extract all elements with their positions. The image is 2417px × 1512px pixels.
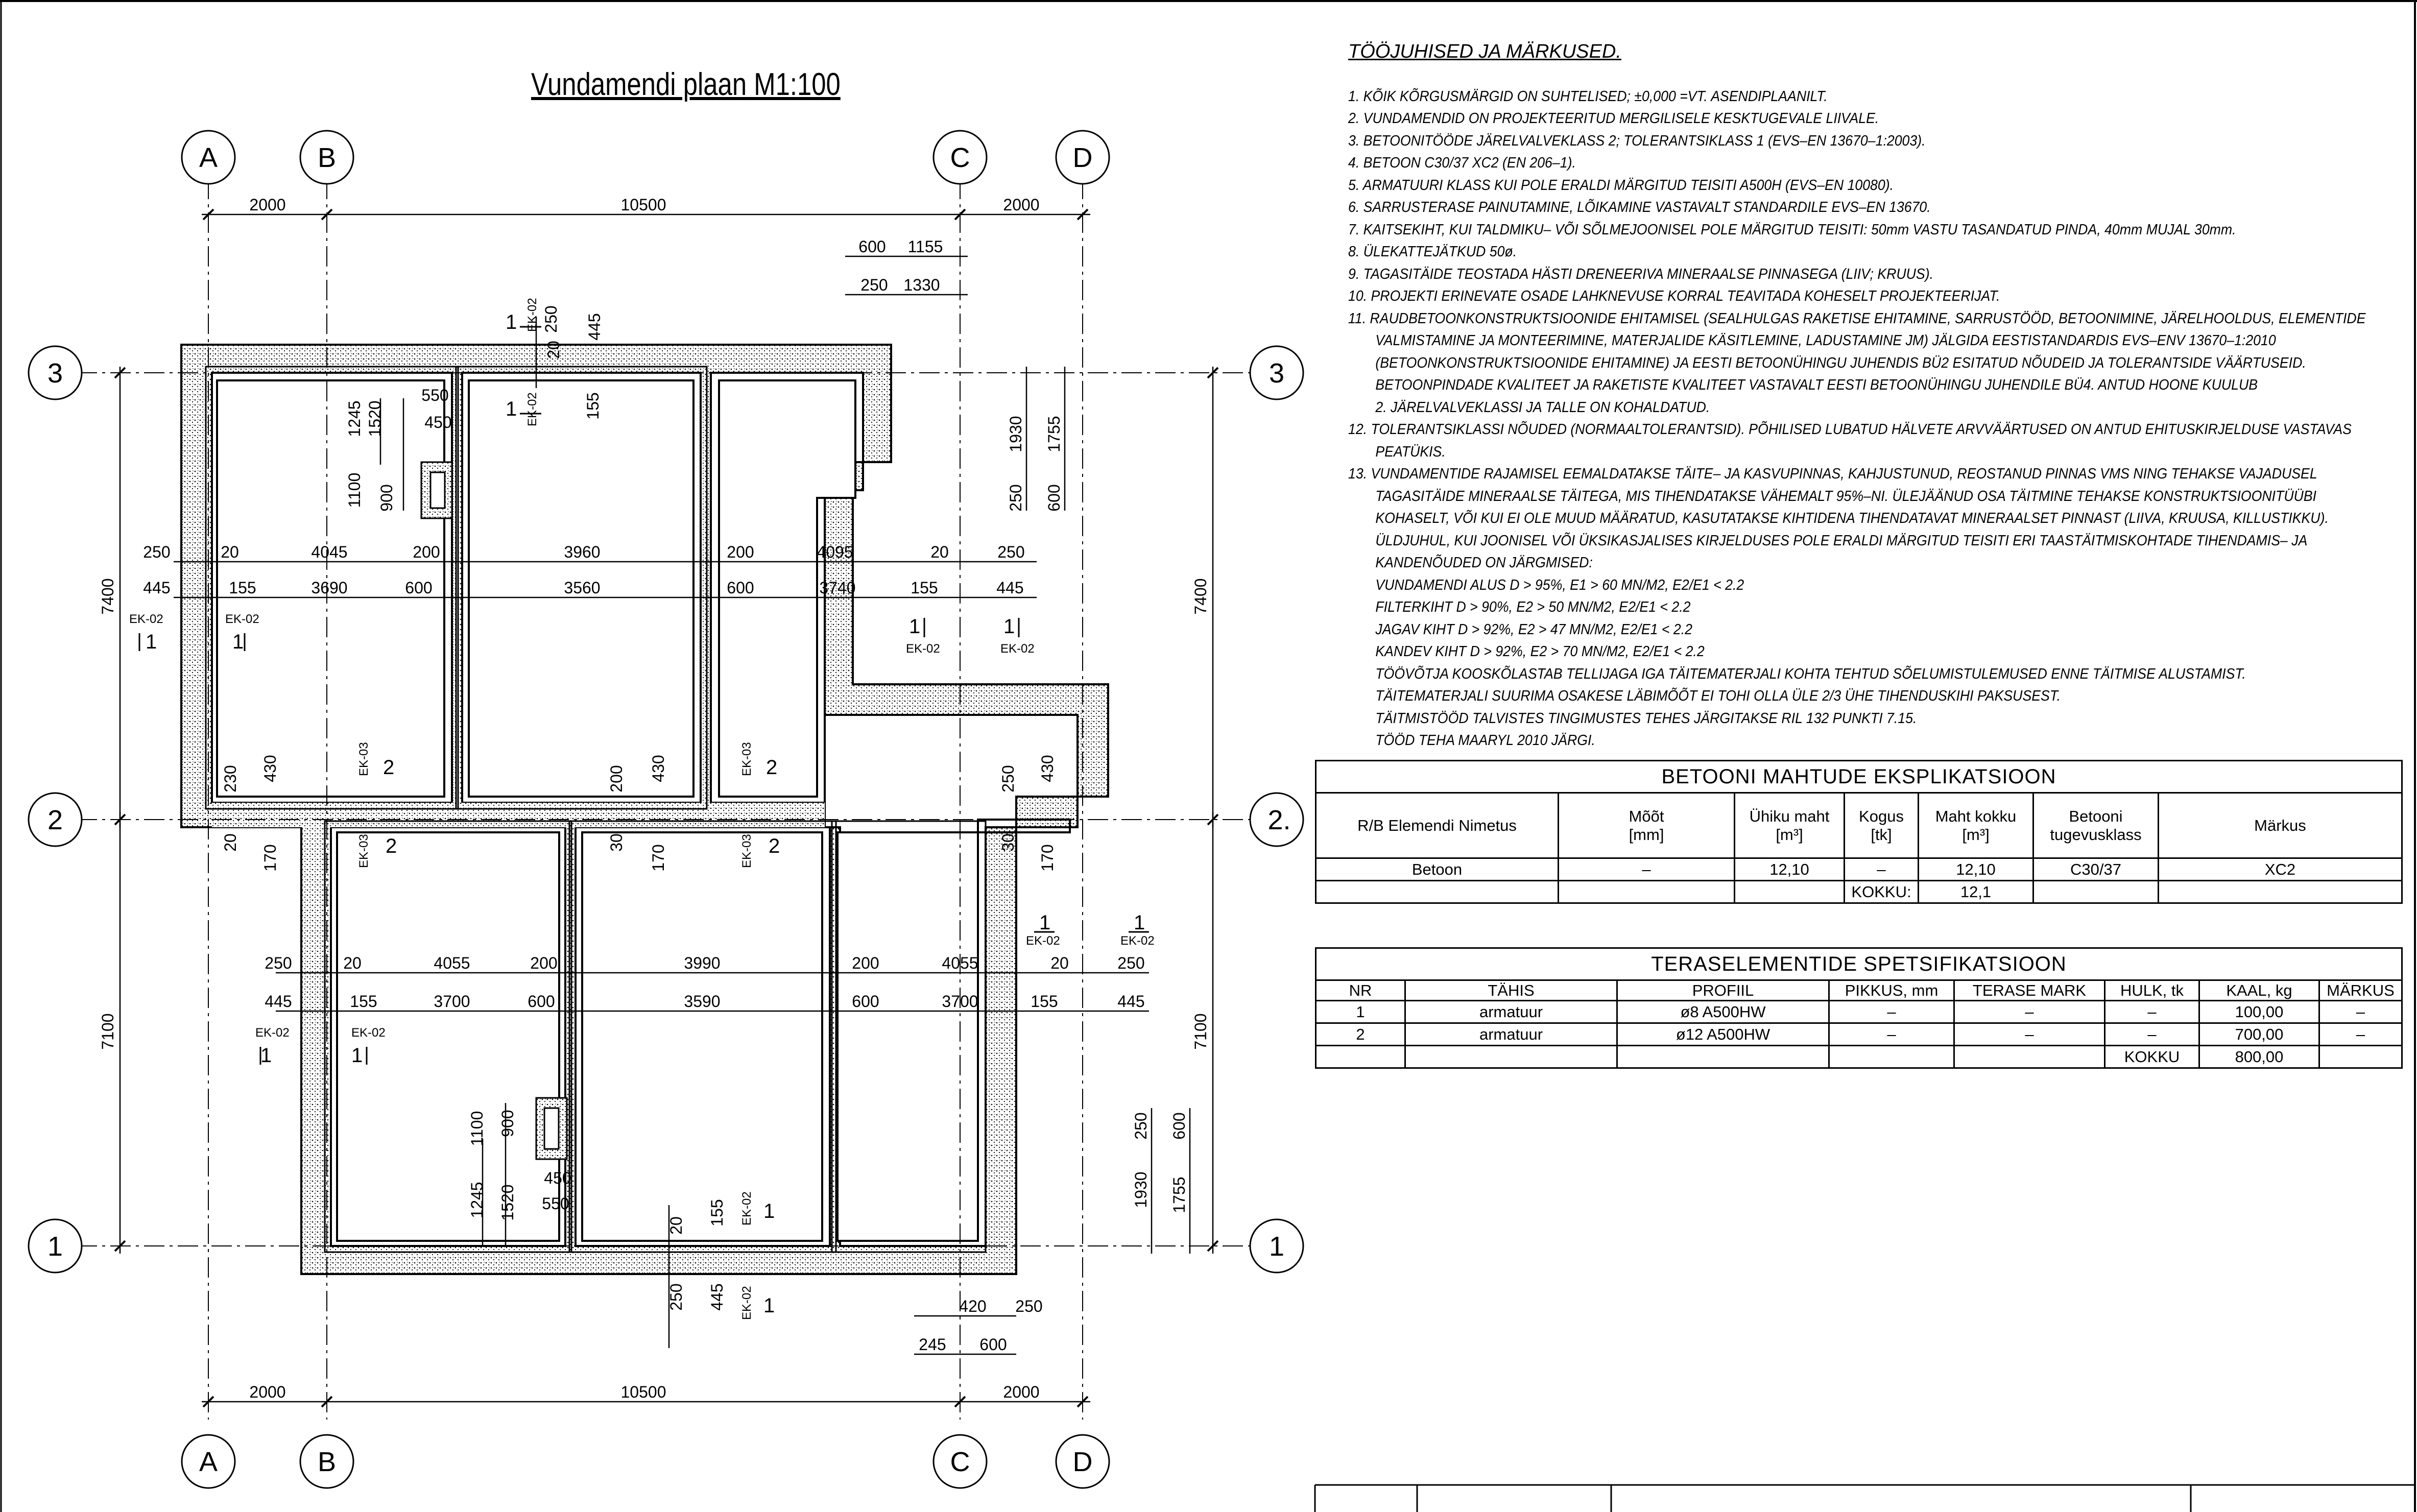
dim-ur1-7: 20 (930, 543, 949, 561)
section-marker (129, 612, 163, 653)
svg-text:1: 1 (1039, 911, 1051, 934)
table-row (1316, 858, 2402, 881)
svg-text:EK-03: EK-03 (357, 742, 371, 776)
dim-lr2-5: 600 (852, 992, 879, 1011)
dim-tl-900: 900 (377, 484, 396, 512)
sum-label: KOKKU (2105, 1046, 2199, 1068)
note-line: JAGAV KIHT D > 92%, E2 > 47 MN/M2, E2/E1 < 2.2 (1375, 621, 1692, 638)
dim-m-30b: 30 (999, 833, 1017, 852)
dim-b-600: 600 (979, 1335, 1007, 1354)
cell-size: – (1559, 858, 1735, 881)
svg-text:EK-02: EK-02 (1000, 642, 1035, 656)
dim-m-200: 200 (607, 765, 626, 793)
note-line: TÖÖVÕTJA KOOSKÕLASTAB TELLIJAGA IGA TÄITEMATERJALI KOHTA TEHTUD SÕELUMISTULEMUSED ENNE TÄITMISE ALUSTAMIST. (1375, 665, 2246, 682)
dim-ur1-5: 200 (727, 543, 754, 561)
cell-total-volume: 12,10 (1919, 858, 2033, 881)
concrete-table-title: BETOONI MAHTUDE EKSPLIKATSIOON (1316, 761, 2402, 793)
dim-top-c-d: 2000 (1003, 196, 1040, 214)
dim-lr1-7: 20 (1050, 954, 1069, 972)
dim-m-30a: 30 (607, 833, 626, 852)
note-line: VALMISTAMINE JA MONTEERIMINE, MATERJALIDE KÄSITLEMINE, LADUSTAMINE JM) JÄLGIDA EESTISTANDARDIS EVS–ENV 13670–1:2010 (1375, 332, 2276, 349)
dim-c1-600: 600 (858, 237, 886, 256)
col-header-note: Märkus (2159, 793, 2402, 858)
svg-text:EK-02: EK-02 (129, 612, 163, 626)
note-line: 3. BETOONITÖÖDE JÄRELVALVEKLASS 2; TOLERANTSIKLASS 1 (EVS–EN 13670–1:2003). (1348, 132, 1926, 149)
note-line: 7. KAITSEKIHT, KUI TALDMIKU– VÕI SÕLMEJOONISEL POLE MÄRGITUD TEISITI: 50mm VASTU TASANDATUD PINDA, 40mm MUJAL 30mm. (1348, 221, 2236, 238)
dim-ur2-5: 600 (727, 579, 754, 597)
grid-label-1-right: 1 (1269, 1231, 1285, 1262)
section-marker (1000, 615, 1035, 656)
note-line: FILTERKIHT D > 90%, E2 > 50 MN/M2, E2/E1 < 2.2 (1375, 599, 1691, 615)
grid-label-2-right: 2. (1267, 805, 1291, 835)
dim-r1-1755: 1755 (1170, 1177, 1188, 1213)
dim-right-2-1: 7100 (1191, 1013, 1210, 1050)
col-header-quantity: Kogus [tk] (1845, 793, 1919, 858)
col-header-steel-grade: TERASE MARK (1954, 980, 2105, 1001)
dim-lr2-2: 3700 (434, 992, 470, 1011)
steel-spec-table (1315, 947, 2403, 1069)
grid-label-b-bottom: B (317, 1447, 337, 1477)
dim-lr1-3: 200 (530, 954, 558, 972)
dim-b-420: 420 (959, 1297, 987, 1315)
col-header-name: R/B Elemendi Nimetus (1316, 793, 1559, 858)
dim-r3-600: 600 (1045, 484, 1063, 512)
table-row: 2 armatuur ø12 A500HW – – – 700,00 – (1316, 1023, 2402, 1046)
svg-text:1: 1 (763, 1294, 775, 1317)
note-line: 2. JÄRELVALVEKLASSI JA TALLE ON KOHALDATUD. (1375, 399, 1710, 416)
cell-strength-class: C30/37 (2033, 858, 2159, 881)
dim-lr1-5: 200 (852, 954, 879, 972)
dim-ur1-8: 250 (997, 543, 1025, 561)
svg-text:1: 1 (909, 615, 921, 638)
svg-text:1: 1 (260, 1044, 272, 1067)
svg-text:1: 1 (1134, 911, 1145, 934)
col-header-profile: PROFIIL (1617, 980, 1829, 1001)
dim-m-430c: 430 (1038, 755, 1057, 782)
dim-bot-c-d: 2000 (1003, 1383, 1040, 1401)
dim-b-250: 250 (1015, 1297, 1043, 1315)
dim-r1-1930: 1930 (1132, 1171, 1150, 1208)
grid-label-c-top: C (950, 142, 970, 173)
dim-tl-1245: 1245 (345, 400, 364, 437)
section-marker (906, 615, 940, 656)
dim-ur2-4: 3560 (564, 579, 601, 597)
dim-r1-600: 600 (1170, 1112, 1188, 1140)
sum-value: 12,1 (1919, 881, 2033, 903)
grid-label-a-top: A (199, 142, 218, 173)
dim-left-2-1: 7100 (99, 1013, 117, 1050)
svg-text:EK-02: EK-02 (525, 392, 539, 426)
note-line: 6. SARRUSTERASE PAINUTAMINE, LÕIKAMINE VASTAVALT STANDARDILE EVS–EN 13670. (1348, 199, 1931, 215)
section-marker (506, 298, 541, 333)
dim-lr1-6: 4055 (942, 954, 978, 972)
note-line: 4. BETOON C30/37 XC2 (EN 206–1). (1348, 155, 1576, 171)
steel-table-title: TERASELEMENTIDE SPETSIFIKATSIOON (1316, 948, 2402, 980)
svg-text:EK-02: EK-02 (255, 1026, 290, 1040)
dim-ur1-2: 4045 (311, 543, 348, 561)
dim-tm-250: 250 (542, 305, 560, 333)
svg-text:2: 2 (769, 835, 780, 857)
svg-text:1: 1 (763, 1200, 775, 1222)
dim-right-3-2: 7400 (1191, 578, 1210, 615)
grid-label-d-top: D (1072, 142, 1093, 173)
col-header-weight: KAAL, kg (2199, 980, 2319, 1001)
dim-ur2-7: 155 (911, 579, 938, 597)
dim-m-20a: 20 (221, 833, 240, 852)
svg-text:EK-02: EK-02 (906, 642, 940, 656)
svg-text:EK-02: EK-02 (1120, 934, 1155, 948)
svg-text:EK-03: EK-03 (357, 834, 371, 868)
grid-label-b-top: B (317, 142, 337, 173)
dim-bm-445: 445 (708, 1283, 726, 1311)
svg-text:EK-02: EK-02 (225, 612, 259, 626)
dim-r3-1755: 1755 (1045, 416, 1063, 452)
work-notes (1348, 41, 2395, 752)
note-line: 9. TAGASITÄIDE TEOSTADA HÄSTI DRENEERIVA MINERAALSE PINNASEGA (LIIV; KRUUS). (1348, 266, 1934, 282)
dim-ur2-2: 3690 (311, 579, 348, 597)
col-header-unit-volume: Ühiku maht [m³] (1735, 793, 1845, 858)
svg-text:EK-02: EK-02 (740, 1286, 754, 1320)
note-line: TÄITMISTÖÖD TALVISTES TINGIMUSTES TEHES JÄRGITAKSE RIL 132 PUNKTI 7.15. (1375, 710, 1917, 727)
dim-bl-1245: 1245 (468, 1182, 486, 1218)
col-header-size: Mõõt [mm] (1559, 793, 1735, 858)
col-header-nr: NR (1316, 980, 1405, 1001)
note-line: 8. ÜLEKATTEJÄTKUD 50ø. (1348, 244, 1517, 260)
dim-ur1-4: 3960 (564, 543, 601, 561)
cell-note: XC2 (2159, 858, 2402, 881)
note-line: 5. ARMATUURI KLASS KUI POLE ERALDI MÄRGITUD TEISITI A500H (EVS–EN 10080). (1348, 177, 1894, 194)
dim-bot-a-b: 2000 (249, 1383, 286, 1401)
note-line: ÜLDJUHUL, KUI JOONISEL VÕI ÜKSIKASJALISES KIRJELDUSES POLE ERALDI MÄRGITUD TEISITI ERI TAASTÄITMISKOHTADE TIHENDAMIS– JA (1375, 532, 2308, 549)
note-line: BETOONPINDADE KVALITEET JA RAKETISTE KVALITEET VASTAVALT EESTI BETOONÜHINGU JUHENDILE BÜ4. ANTUD HOONE KUULUB (1375, 377, 2258, 393)
dim-bl-550: 550 (542, 1194, 569, 1213)
col-header-count: HULK, tk (2105, 980, 2199, 1001)
col-header-remark: MÄRKUS (2319, 980, 2402, 1001)
svg-text:2: 2 (383, 756, 395, 779)
dim-bl-1100: 1100 (468, 1111, 486, 1146)
dim-ur1-6: 4095 (817, 543, 853, 561)
section-marker (1120, 911, 1155, 948)
dim-ur1-3: 200 (413, 543, 440, 561)
section-marker (255, 1026, 290, 1067)
svg-text:1: 1 (146, 631, 157, 653)
note-line: 2. VUNDAMENDID ON PROJEKTEERITUD MERGILISELE KESKTUGEVALE LIIVALE. (1348, 110, 1879, 127)
dim-lr1-0: 250 (265, 954, 292, 972)
dim-r3-250: 250 (1007, 484, 1025, 512)
dim-left-3-2: 7400 (99, 578, 117, 615)
dim-tm-155: 155 (584, 392, 602, 420)
dim-ur1-1: 20 (221, 543, 239, 561)
dim-tl-1100: 1100 (345, 472, 364, 508)
section-marker (740, 1286, 775, 1320)
note-line: 12. TOLERANTSIKLASSI NÕUDED (NORMAALTOLERANTSID). PÕHILISED LUBATUD HÄLVETE ARVVÄÄRTUSED ON ANTUD EHITUSKIRJELDUSE VASTAVAS (1348, 421, 2352, 438)
dim-bot-b-c: 10500 (620, 1383, 666, 1401)
dim-m-170c: 170 (1038, 844, 1057, 872)
svg-text:EK-02: EK-02 (351, 1026, 386, 1040)
svg-text:EK-03: EK-03 (740, 742, 754, 776)
grid-label-d-bottom: D (1072, 1447, 1093, 1477)
dim-b-245: 245 (919, 1335, 946, 1354)
note-line: TAGASITÄIDE MINERAALSE TÄITEGA, MIS TIHENDATAKSE VÄHEMALT 95%–NI. ÜLEJÄÄNUD OSA TÄITMINE TEHAKSE KONSTRUKTSIOONITÜÜBI (1375, 488, 2317, 505)
dim-bl-450: 450 (544, 1169, 571, 1187)
dim-lr2-6: 3700 (942, 992, 978, 1011)
dim-bl-900: 900 (498, 1110, 517, 1137)
dim-ur2-6: 3740 (819, 579, 856, 597)
dim-lr2-1: 155 (350, 992, 377, 1011)
sum-value: 800,00 (2199, 1046, 2319, 1068)
dim-c1-1155: 1155 (907, 237, 943, 256)
title-block (1315, 1485, 2415, 1512)
dim-top-a-b: 2000 (249, 196, 286, 214)
notes-title: TÖÖJUHISED JA MÄRKUSED. (1348, 41, 1621, 62)
dim-c2-250: 250 (860, 276, 888, 294)
dim-lr1-1: 20 (343, 954, 362, 972)
dim-tl-450: 450 (424, 413, 452, 431)
col-header-code: TÄHIS (1405, 980, 1617, 1001)
svg-text:1: 1 (1003, 615, 1015, 638)
dim-m-230: 230 (221, 765, 240, 793)
dim-m-430b: 430 (649, 755, 667, 782)
dim-r1-250: 250 (1132, 1112, 1150, 1140)
table-row: 1 armatuur ø8 A500HW – – – 100,00 – (1316, 1001, 2402, 1023)
note-line: 13. VUNDAMENTIDE RAJAMISEL EEMALDATAKSE TÄITE– JA KASVUPINNAS, KAHJUSTUNUD, REOSTANUD PINNAS VMS NING TEHAKSE VAJADUSEL (1348, 466, 2317, 482)
dim-tl-1520: 1520 (366, 400, 384, 437)
svg-text:EK-02: EK-02 (1026, 934, 1060, 948)
dim-lr2-3: 600 (528, 992, 555, 1011)
col-header-total-volume: Maht kokku [m³] (1919, 793, 2033, 858)
dim-lr1-2: 4055 (434, 954, 470, 972)
dim-ur2-8: 445 (996, 579, 1024, 597)
dim-lr2-0: 445 (265, 992, 292, 1011)
dim-m-430a: 430 (261, 755, 279, 782)
dim-tm-20: 20 (544, 341, 563, 359)
dim-m-170a: 170 (261, 844, 279, 872)
svg-text:1: 1 (506, 311, 517, 333)
note-line: KANDENÕUDED ON JÄRGMISED: (1375, 555, 1593, 571)
dim-lr1-4: 3990 (684, 954, 721, 972)
table-sum-row (1316, 881, 2402, 903)
plan-title: Vundamendi plaan M1:100 (531, 67, 841, 102)
note-line: KANDEV KIHT D > 92%, E2 > 70 MN/M2, E2/E1 < 2.2 (1375, 643, 1705, 660)
dim-lr2-8: 445 (1117, 992, 1145, 1011)
grid-label-1-left: 1 (47, 1231, 63, 1262)
svg-text:1: 1 (351, 1044, 363, 1067)
concrete-volume-table (1315, 760, 2403, 904)
grid-label-c-bottom: C (950, 1447, 970, 1477)
dim-lr1-8: 250 (1117, 954, 1145, 972)
dim-top-b-c: 10500 (620, 196, 666, 214)
dim-m-250: 250 (999, 765, 1017, 793)
dim-tm-445: 445 (585, 313, 604, 341)
svg-text:1: 1 (232, 631, 244, 653)
dim-ur2-3: 600 (405, 579, 433, 597)
table-sum-row (1316, 1046, 2402, 1068)
note-line: TÄITEMATERJALI SUURIMA OSAKESE LÄBIMÕÕT EI TOHI OLLA ÜLE 2/3 ÜHE TIHENDUSKIHI PAKSUSEST. (1375, 688, 2061, 704)
dim-tl-550: 550 (421, 386, 449, 404)
svg-text:EK-03: EK-03 (740, 834, 754, 868)
section-marker (1026, 911, 1060, 948)
dim-lr2-4: 3590 (684, 992, 721, 1011)
col-header-strength-class: Betooni tugevusklass (2033, 793, 2159, 858)
dim-bm-250: 250 (667, 1283, 685, 1311)
dim-ur2-1: 155 (229, 579, 256, 597)
dim-c2-1330: 1330 (903, 276, 940, 294)
cell-unit-volume: 12,10 (1735, 858, 1845, 881)
grid-label-3-right: 3 (1269, 358, 1285, 389)
dim-r3-1930: 1930 (1007, 416, 1025, 452)
grid-label-2-left: 2 (47, 805, 63, 835)
note-line: VUNDAMENDI ALUS D > 95%, E1 > 60 MN/M2, E2/E1 < 2.2 (1375, 577, 1744, 593)
grid-label-3-left: 3 (47, 358, 63, 389)
grid-label-a-bottom: A (199, 1447, 218, 1477)
dim-bm-155: 155 (708, 1199, 726, 1227)
note-line: TÖÖD TEHA MAARYL 2010 JÄRGI. (1375, 732, 1595, 749)
note-line: 1. KÕIK KÕRGUSMÄRGID ON SUHTELISED; ±0,000 =VT. ASENDIPLAANILT. (1348, 88, 1828, 105)
dim-ur2-0: 445 (143, 579, 171, 597)
dim-bm-20: 20 (667, 1216, 685, 1235)
svg-text:1: 1 (506, 398, 517, 420)
note-line: KOHASELT, VÕI KUI EI OLE MUUD MÄÄRATUD, KASUTATAKSE KIHTIDENA TIHENDATAVAT MINERAALSET PINNAST (LIIVA, KRUUSA, KILLUSTIKKU). (1375, 510, 2329, 526)
note-line: PEATÜKIS. (1375, 443, 1446, 460)
cell-name: Betoon (1316, 858, 1559, 881)
dim-bl-1520: 1520 (498, 1184, 517, 1221)
cell-quantity: – (1845, 858, 1919, 881)
sum-label: KOKKU: (1845, 881, 1919, 903)
dim-ur1-0: 250 (143, 543, 171, 561)
note-line: 10. PROJEKTI ERINEVATE OSADE LAHKNEVUSE KORRAL TEAVITADA KOHESELT PROJEKTEERIJAT. (1348, 288, 2000, 304)
svg-text:2: 2 (386, 835, 397, 857)
note-line: 11. RAUDBETOONKONSTRUKTSIOONIDE EHITAMISEL (SEALHULGAS RAKETISE EHITAMINE, SARRUSTÖÖD, BETOONIMINE, JÄRELHOOLDUS, ELEMENTIDE (1348, 310, 2366, 327)
svg-text:EK-02: EK-02 (740, 1191, 754, 1226)
dim-m-170b: 170 (649, 844, 667, 872)
dim-lr2-7: 155 (1031, 992, 1058, 1011)
svg-text:EK-02: EK-02 (525, 298, 539, 332)
note-line: (BETOONKONSTRUKTSIOONIDE EHITAMINE) JA EESTI BETOONÜHINGU JUHENDIS BÜ2 ESITATUD NÕUDEID JA TOLERANTSIDE VÄÄRTUSEID. (1375, 354, 2306, 371)
svg-text:2: 2 (766, 756, 778, 779)
wall-infill (212, 803, 825, 827)
col-header-length: PIKKUS, mm (1829, 980, 1954, 1001)
